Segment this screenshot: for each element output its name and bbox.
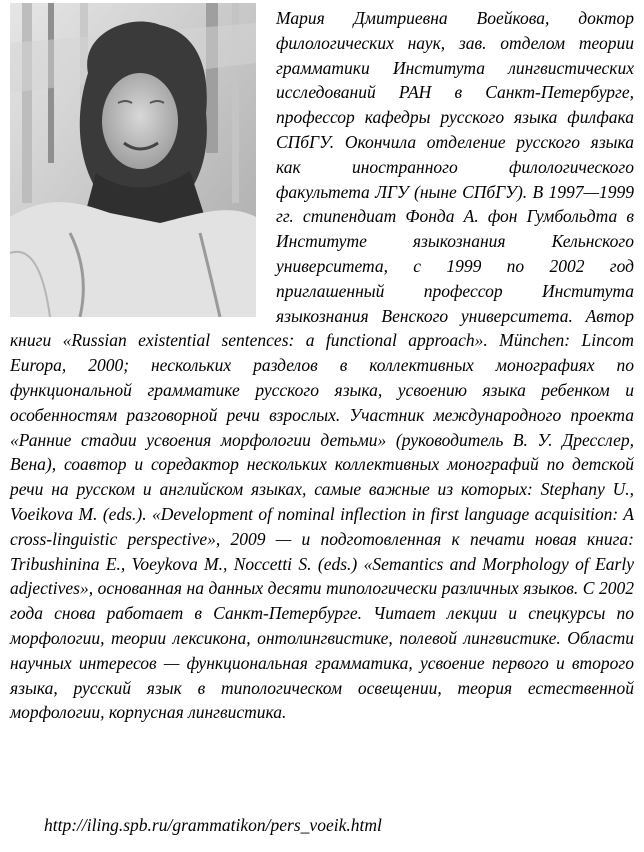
- photo-float-spacer: [10, 6, 276, 320]
- biography-text: [10, 6, 634, 725]
- biography-content: Мария Дмитриевна Воейкова, доктор филологических наук, зав. отделом теории грамматики Института лингвистических исследований РАН в Санкт-Петербурге, профессор кафедры русского языка филфака СПбГУ. Окончила отделение русского языка как иностранного филологического факультета ЛГУ (ныне СПбГУ). В 1997—1999 гг. стипендиат Фонда А. фон Гумбольдта в Институте языкознания Кельнского университета, с 1999 по 2002 год приглашенный профессор Института языкознания Венского университета. Автор книги «Russian existential sentences: a functional approach». München: Lincom Europa, 2000; нескольких разделов в коллективных монографиях по функциональной грамматике русского языка, усвоению языка ребенком и особенностям разговорной речи взрослых. Участник международного проекта «Ранние стадии усвоения морфологии детьми» (руководитель В. У. Дресслер, Вена), соавтор и соредактор нескольких коллективных монографий по детской речи на русском и английском языках, самые важные из которых: Stephany U., Voeikova M. (eds.). «Development of nominal inflection in first language acquisition: A cross-linguistic perspective», 2009 — и подготовленная к печати новая книга: Tribushinina E., Voeykova M., Noccetti S. (eds.) «Semantics and Morphology of Early adjectives», основанная на данных десяти типологически различных языков. С 2002 года снова работает в Санкт-Петербурге. Читает лекции и спецкурсы по морфологии, теории лексикона, онтолингвистике, полевой лингвистике. Области научных интересов — функциональная грамматика, усвоение первого и второго языка, русский язык в типологическом освещении, теория естественной морфологии, корпусная лингвистика.: [10, 8, 634, 723]
- source-url[interactable]: http://iling.spb.ru/grammatikon/pers_voeik.html: [44, 815, 382, 835]
